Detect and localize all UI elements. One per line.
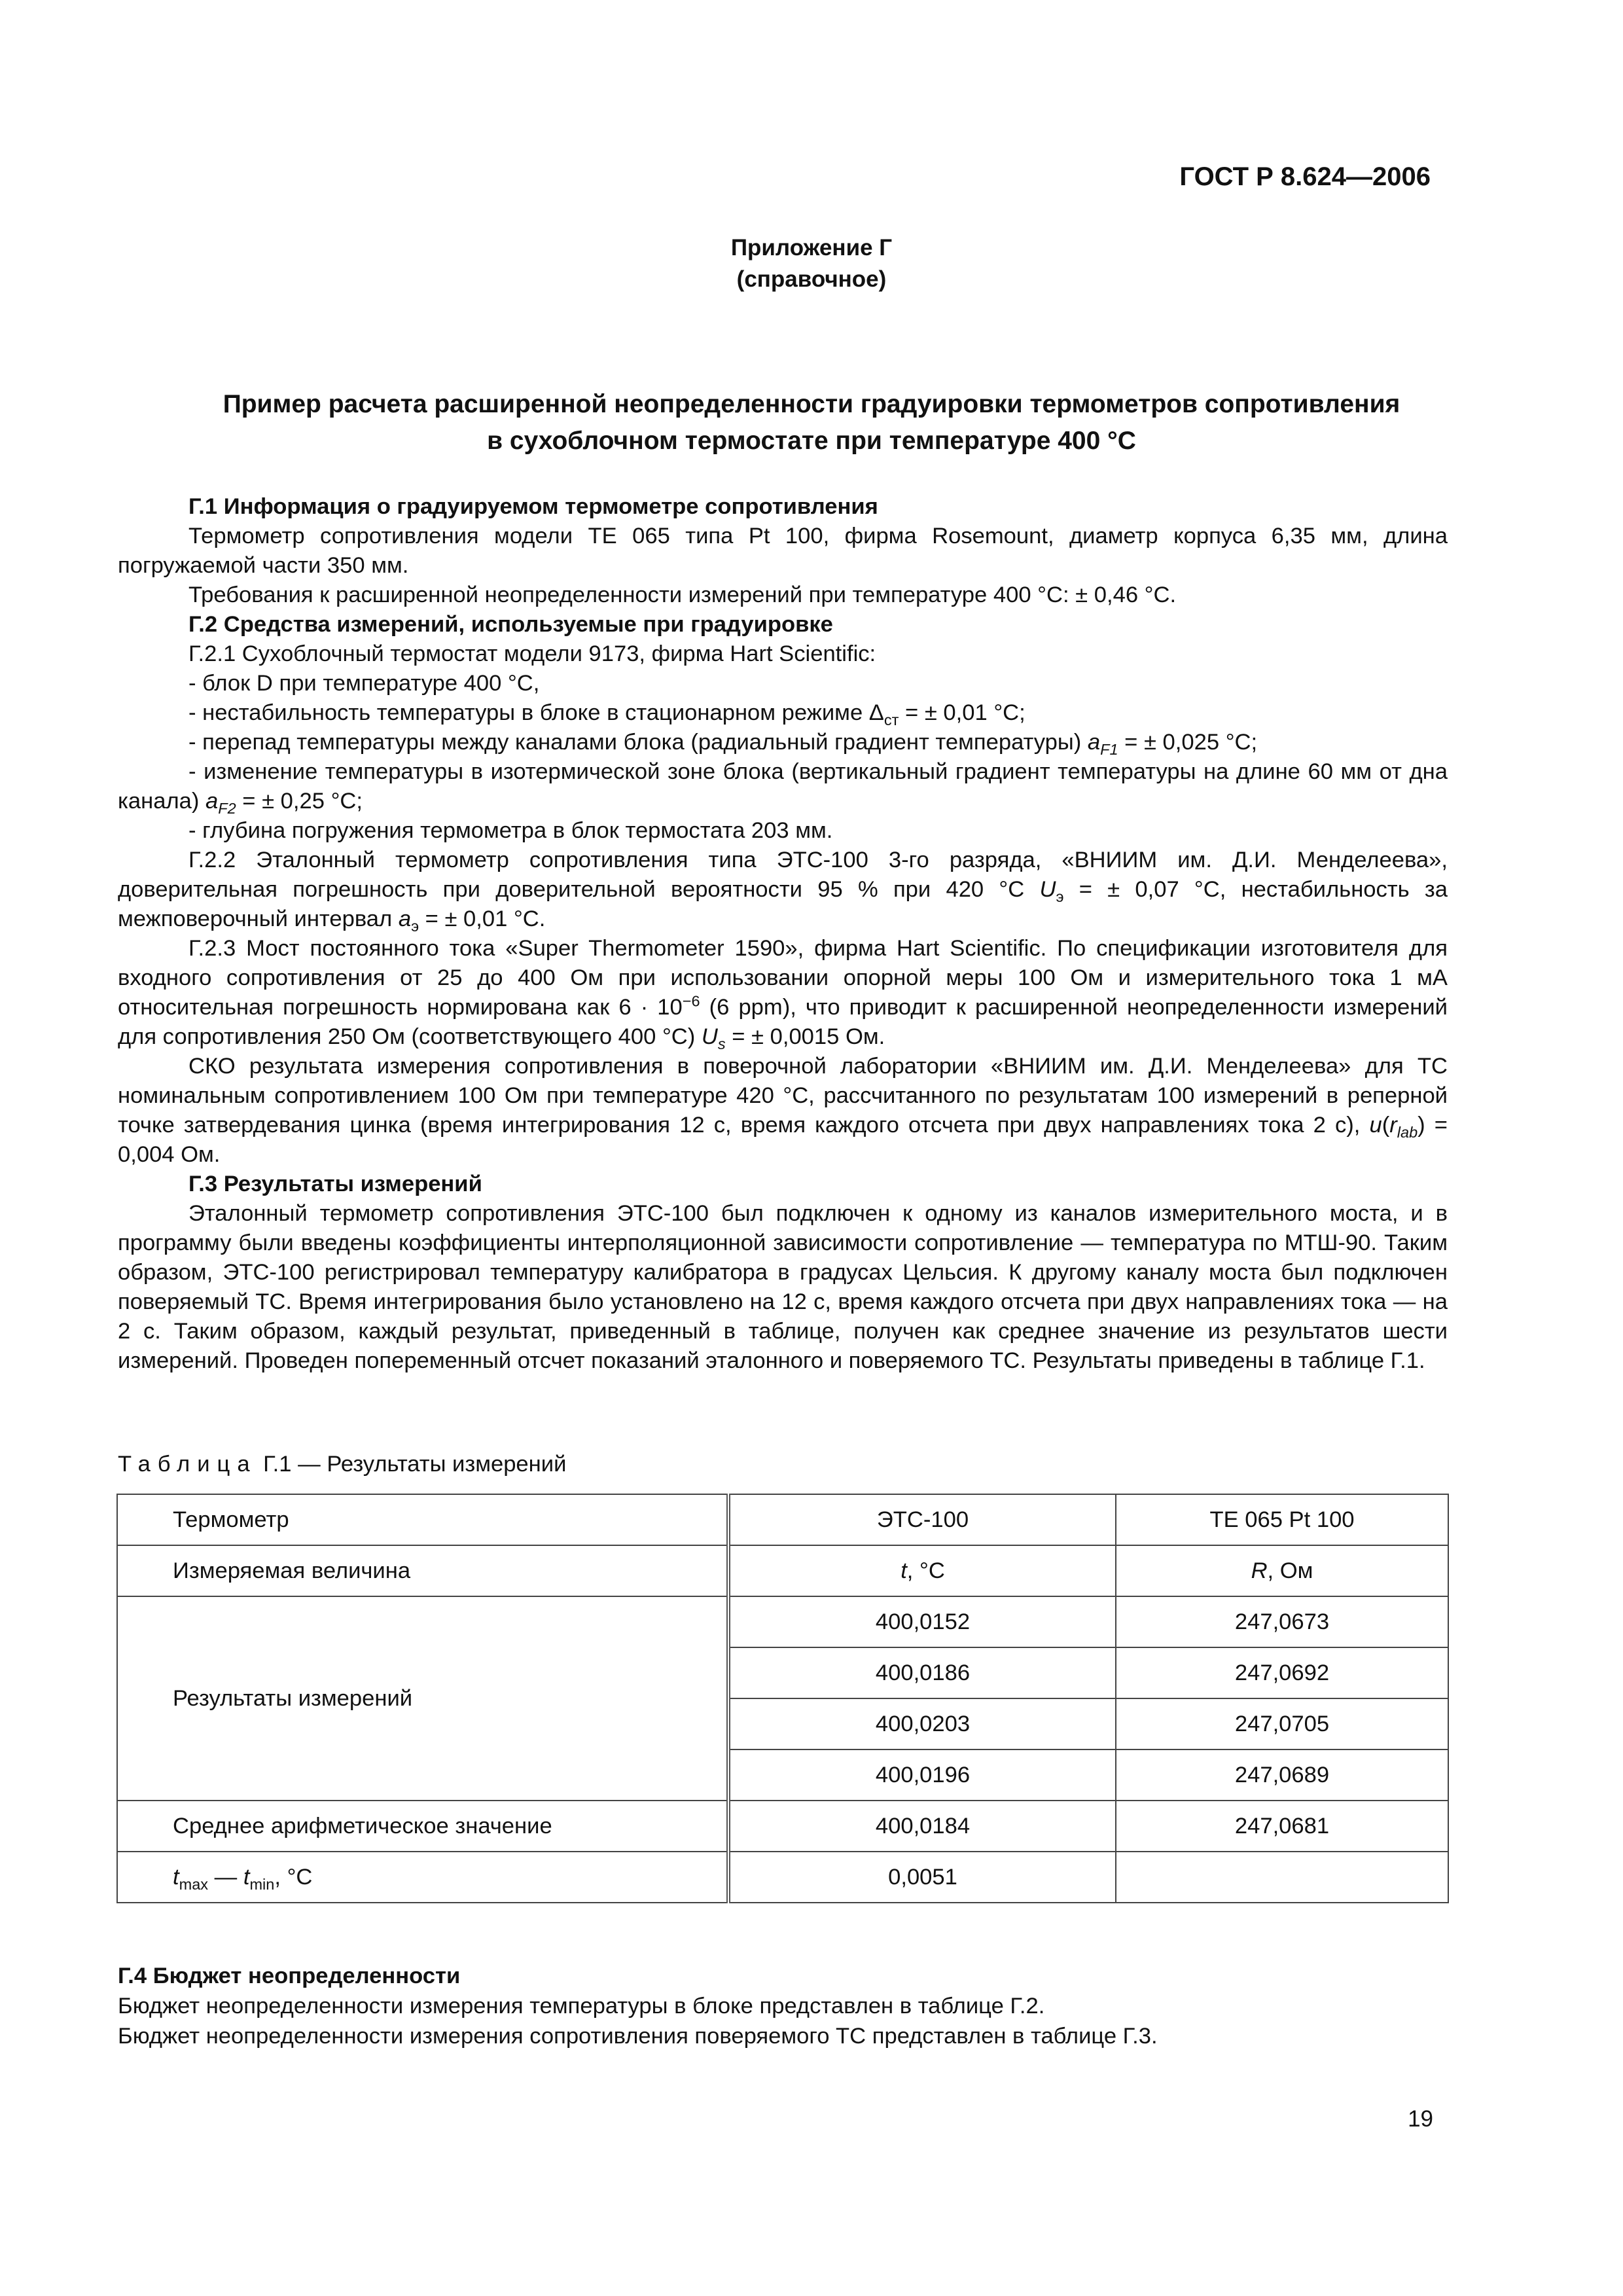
section-4-paragraph-2: Бюджет неопределенности измерения сопротивления поверяемого ТС представлен в таблице Г.3. (118, 2024, 1158, 2049)
section-2-sko-paragraph: СКО результата измерения сопротивления в поверочной лаборатории «ВНИИМ им. Д.И. Менделеева» для ТС номинальным сопротивлением 100 Ом при температуре 420 °С, рассчитанного по результатам 100 измерений в реперной точке затвердевания цинка (время интегрирования 12 с, время каждого отсчета при двух направлениях тока 2 с), $u(r_{lab}) = 0,004$ Ом. (118, 1054, 1448, 1167)
section-1-paragraph-1: Термометр сопротивления модели ТЕ 065 типа Pt 100, фирма Rosemount, диаметр корпуса 6,35 мм, длина погружаемой части 350 мм. (118, 524, 1448, 578)
table-cell: 247,0692 (1116, 1647, 1448, 1698)
table-cell: 400,0186 (728, 1647, 1116, 1698)
list-item-vertical-gradient: - изменение температуры в изотермической зоне блока (вертикальный градиент температуры на длине 60 мм от дна канала) $a_{F2}$ = ± 0,25 °С; (118, 759, 1448, 817)
table-row (117, 1596, 1448, 1647)
appendix-type: (справочное) (736, 266, 887, 292)
table-units-row (117, 1545, 1448, 1596)
table-cell: 400,0184 (728, 1801, 1116, 1852)
title-line-1: Пример расчета расширенной неопределенности градуировки термометров сопротивления (223, 390, 1400, 418)
main-text (118, 492, 1448, 1376)
section-4-heading: Г.4 Бюджет неопределенности (118, 1964, 461, 1988)
section-1-paragraph-2: Требования к расширенной неопределенности измерений при температуре 400 °С: ± 0,46 °С. (188, 583, 1177, 607)
section-2-3-paragraph: Г.2.3 Мост постоянного тока «Super Thermometer 1590», фирма Hart Scientific. По спецификации изготовителя для входного сопротивления от 25 до 400 Ом при использовании опорной меры 100 Ом и измерительного тока 1 мА относительная погрешность нормирована как $6 \cdot 10^{-6}$ (6 ppm), что приводит к расширенной неопределенности измерений для сопротивления 250 Ом (соответствующего 400 °С) $U_s$ = ± 0,0015 Ом. (118, 936, 1448, 1052)
table-cell: 400,0203 (728, 1698, 1116, 1749)
list-item-radial-gradient: - перепад температуры между каналами блока (радиальный градиент температуры) $a_{F1}$ = ± 0,025 °С; (188, 730, 1258, 758)
table-cell (1116, 1852, 1448, 1903)
section-2-heading: Г.2 Средства измерений, используемые при градуировке (188, 612, 833, 637)
table-cell: t, °С (728, 1545, 1116, 1596)
section-4 (118, 1961, 1448, 2051)
document-title (118, 386, 1505, 459)
table-cell: R, Ом (1116, 1545, 1448, 1596)
table-header-row (117, 1494, 1448, 1545)
appendix-heading (0, 232, 1623, 295)
table-cell: Среднее арифметическое значение (117, 1801, 728, 1852)
table-cell: Измеряемая величина (117, 1545, 728, 1596)
appendix-label: Приложение Г (730, 235, 893, 260)
table-cell: 400,0152 (728, 1596, 1116, 1647)
standard-number: ГОСТ Р 8.624—2006 (1179, 162, 1431, 191)
table-cell: $t_{max}$ — $t_{min}$, °С (117, 1852, 728, 1903)
page-number: 19 (1408, 2106, 1433, 2132)
section-1-heading: Г.1 Информация о градуируемом термометре сопротивления (188, 494, 878, 519)
section-3-paragraph: Эталонный термометр сопротивления ЭТС-100 был подключен к одному из каналов измерительного моста, и в программу были введены коэффициенты интерполяционной зависимости сопротивление — температура по МТШ-90. Таким образом, ЭТС-100 регистрировал температуру калибратора в градусах Цельсия. К другому каналу моста был подключен поверяемый ТС. Время интегрирования было установлено на 12 с, время каждого отсчета при двух направлениях тока — на 2 с. Таким образом, каждый результат, приведенный в таблице, получен как среднее значение из результатов шести измерений. Проведен попеременный отсчет показаний эталонного и поверяемого ТС. Результаты приведены в таблице Г.1. (118, 1201, 1448, 1373)
table-cell: 247,0673 (1116, 1596, 1448, 1647)
table-cell: 247,0681 (1116, 1801, 1448, 1852)
table-cell: ТЕ 065 Pt 100 (1116, 1494, 1448, 1545)
table-cell: 0,0051 (728, 1852, 1116, 1903)
table-cell: Результаты измерений (117, 1596, 728, 1801)
list-item-immersion-depth: - глубина погружения термометра в блок термостата 203 мм. (188, 818, 833, 843)
table-caption: Таблица Г.1 — Результаты измерений (118, 1452, 567, 1477)
title-line-2: в сухоблочном термостате при температуре 400 °С (487, 427, 1136, 455)
table-cell: 400,0196 (728, 1749, 1116, 1801)
list-item-instability: - нестабильность температуры в блоке в стационарном режиме $\Delta_{ст}$ = ± 0,01 °С; (188, 700, 1026, 728)
table-mean-row (117, 1801, 1448, 1852)
table-cell: ЭТС-100 (728, 1494, 1116, 1545)
table-cell: 247,0705 (1116, 1698, 1448, 1749)
section-2-1-paragraph: Г.2.1 Сухоблочный термостат модели 9173, фирма Hart Scientific: (188, 641, 876, 666)
section-4-paragraph-1: Бюджет неопределенности измерения температуры в блоке представлен в таблице Г.2. (118, 1994, 1045, 2018)
table-range-row (117, 1852, 1448, 1903)
list-item-block: - блок D при температуре 400 °С, (188, 671, 540, 696)
table-cell: Термометр (117, 1494, 728, 1545)
section-2-2-paragraph: Г.2.2 Эталонный термометр сопротивления типа ЭТС-100 3-го разряда, «ВНИИМ им. Д.И. Менделеева», доверительная погрешность при доверительной вероятности 95 % при 420 °С $U_э$ = ± 0,07 °С, нестабильность за межповерочный интервал $a_э$ = ± 0,01 °С. (118, 848, 1448, 935)
section-3-heading: Г.3 Результаты измерений (188, 1172, 482, 1196)
table-cell: 247,0689 (1116, 1749, 1448, 1801)
results-table (116, 1494, 1449, 1903)
